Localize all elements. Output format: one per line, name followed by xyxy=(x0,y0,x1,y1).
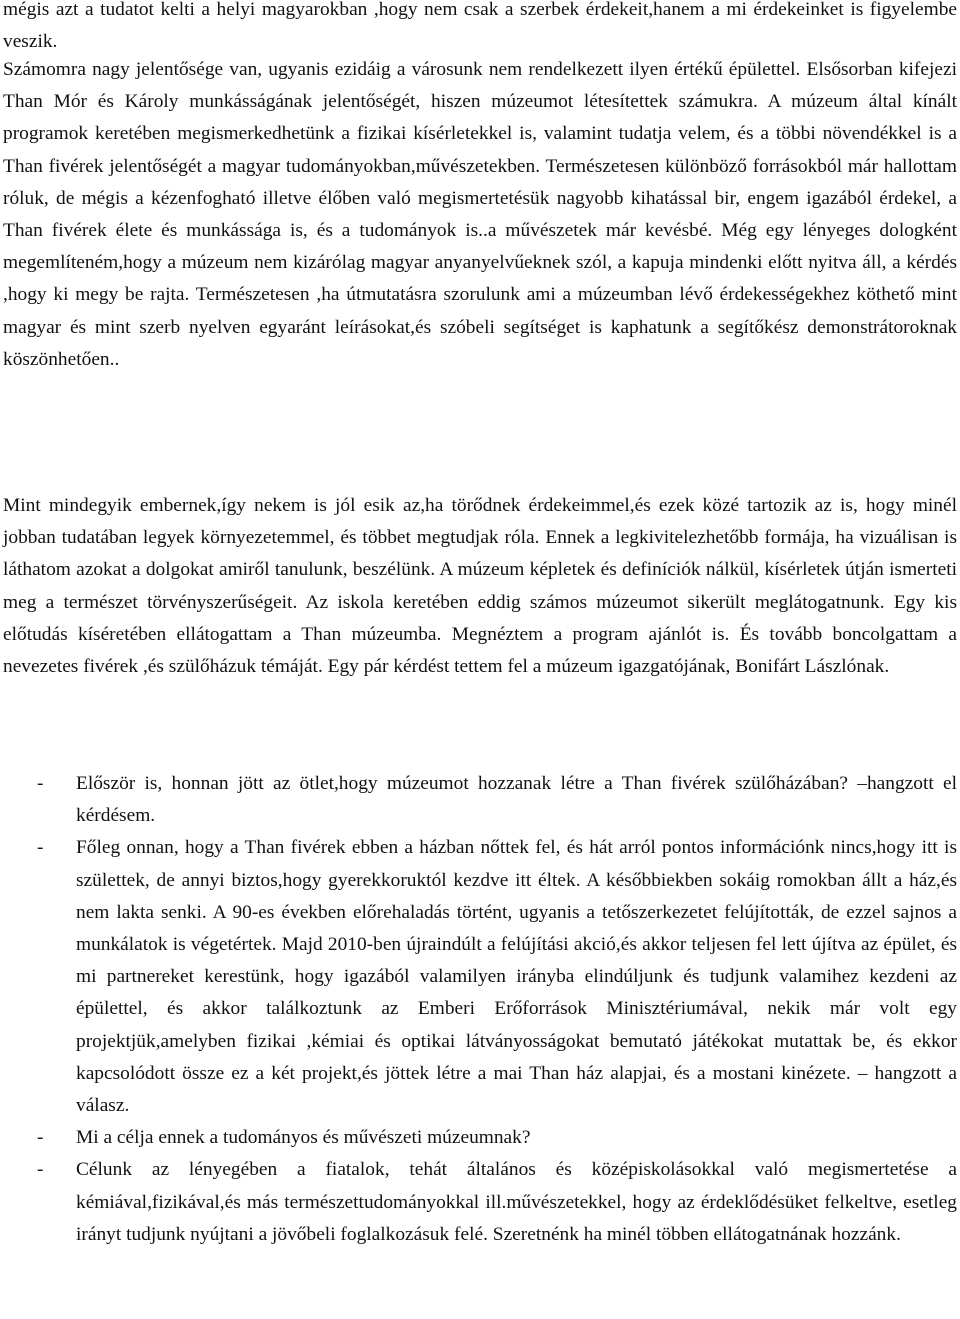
interview-answer-goal xyxy=(3,1154,957,1251)
paragraph-museum-significance: Számomra nagy jelentősége van, ugyanis ezidáig a városunk nem rendelkezett ilyen értékű épülettel. Elsősorban kifejezi Than Mór és Károly munkásságának jelentőségét, hiszen múzeumot létesítettek számukra. A múzeum által kínált programok keretében megismerkedhetünk a fizikai kísérletekkel is, valamint tudatja velem, és a többi növendékkel is a Than fivérek jelentőségét a magyar tudományokban,művészetekben. Természetesen különböző forrásokból már hallottam róluk, de mégis a kézenfogható illetve élőben való megismertetésük nagyobb kihatással bir, engem igazából érdekel, a Than fivérek élete és munkássága is, és a tudományok is..a művészetek már kevésbé. Még egy lényeges dologként megemlíteném,hogy a múzeum nem kizárólag magyar anyanyelvűeknek szól, a kapuja mindenki előtt nyitva áll, a kérdés ,hogy ki megy be rajta. Természetesen ,ha útmutatásra szorulunk ami a múzeumban lévő érdekességekhez köthető mint magyar és mint szerb nyelven egyaránt leírásokat,és szóbeli segítséget is kaphatunk a segítőkész demonstrátoroknak köszönhetően.. xyxy=(3,59,957,370)
interview-text: Először is, honnan jött az ötlet,hogy múzeumot hozzanak létre a Than fivérek szülőházában? –hangzott el kérdésem. xyxy=(76,773,957,827)
interview-text: Célunk az lényegében a fiatalok, tehát általános és középiskolásokkal való megismertetése a kémiával,fizikával,és más természettudományokkal ill.művészetekkel, hogy az érdeklődésüket felkeltve, esetleg irányt tudjunk nyújtani a jövőbeli foglalkozásuk felé. Szeretnénk ha minél többen ellátogatnának hozzánk. xyxy=(76,1159,957,1245)
interview-question-goal xyxy=(3,1122,957,1154)
list-dash: - xyxy=(37,837,44,859)
interview-text: Főleg onnan, hogy a Than fivérek ebben a házban nőttek fel, és hát arról pontos információnk nincs,hogy itt is születtek, de annyi biztos,hogy gyerekkoruktól kezdve itt éltek. A későbbiekben sokáig romokban állt a ház,és nem lakta senki. A 90-es években előrehaladás történt, ugyanis a tetőszerkezetet felújították, de ezzel sajnos a munkálatok is végetértek. Majd 2010-ben újraindúlt a felújítási akció,és akkor teljesen fel lett újítva az épület, és mi partnereket kerestünk, hogy igazából valamilyen irányba elindúljunk és tudjunk valamihez kezdeni az épülettel, és akkor találkoztunk az Emberi Erőforrások Minisztériumával, nekik már volt egy projektjük,amelyben fizikai ,kémiai és optikai látványosságokat bemutató játékokat mutattak be, és ekkor kapcsolódott össze ez a két projekt,és jöttek létre a mai Than ház alapjai, és a mostani kinézete. – hangzott a válasz. xyxy=(76,837,957,1117)
paragraph-visit: Mint mindegyik embernek,így nekem is jól esik az,ha törődnek érdekeimmel,és ezek közé tartozik az is, hogy minél jobban tudatában legyek környezetemmel, és többet megtudjak róla. Ennek a legkivitelezhetőbb formája, ha vizuálisan is láthatom azokat a dolgokat amiről tanulunk, beszélünk. A múzeum képletek és definíciók nálkül, kísérletek útján ismerteti meg a természet törvényszerűségeit. Az iskola keretében eddig számos múzeumot sikerült meglátogatnunk. Egy kis előtudás kíséretében ellátogattam a Than múzeumba. Megnéztem a program ajánlót is. És tovább boncolgattam a nevezetes fivérek ,és szülőházuk témáját. Egy pár kérdést tettem fel a múzeum igazgatójának, Bonifárt Lászlónak. xyxy=(3,495,957,678)
interview-text: Mi a célja ennek a tudományos és művészeti múzeumnak? xyxy=(76,1127,531,1149)
paragraph-intro: mégis azt a tudatot kelti a helyi magyarokban ,hogy nem csak a szerbek érdekeit,hanem a mi érdekeinket is figyelembe veszik. xyxy=(3,0,957,53)
list-dash: - xyxy=(37,1127,44,1149)
interview-answer-origin xyxy=(3,832,957,1122)
list-dash: - xyxy=(37,773,44,794)
interview-question-origin xyxy=(3,768,957,832)
list-dash: - xyxy=(37,1159,44,1181)
interview-list xyxy=(3,768,957,1251)
